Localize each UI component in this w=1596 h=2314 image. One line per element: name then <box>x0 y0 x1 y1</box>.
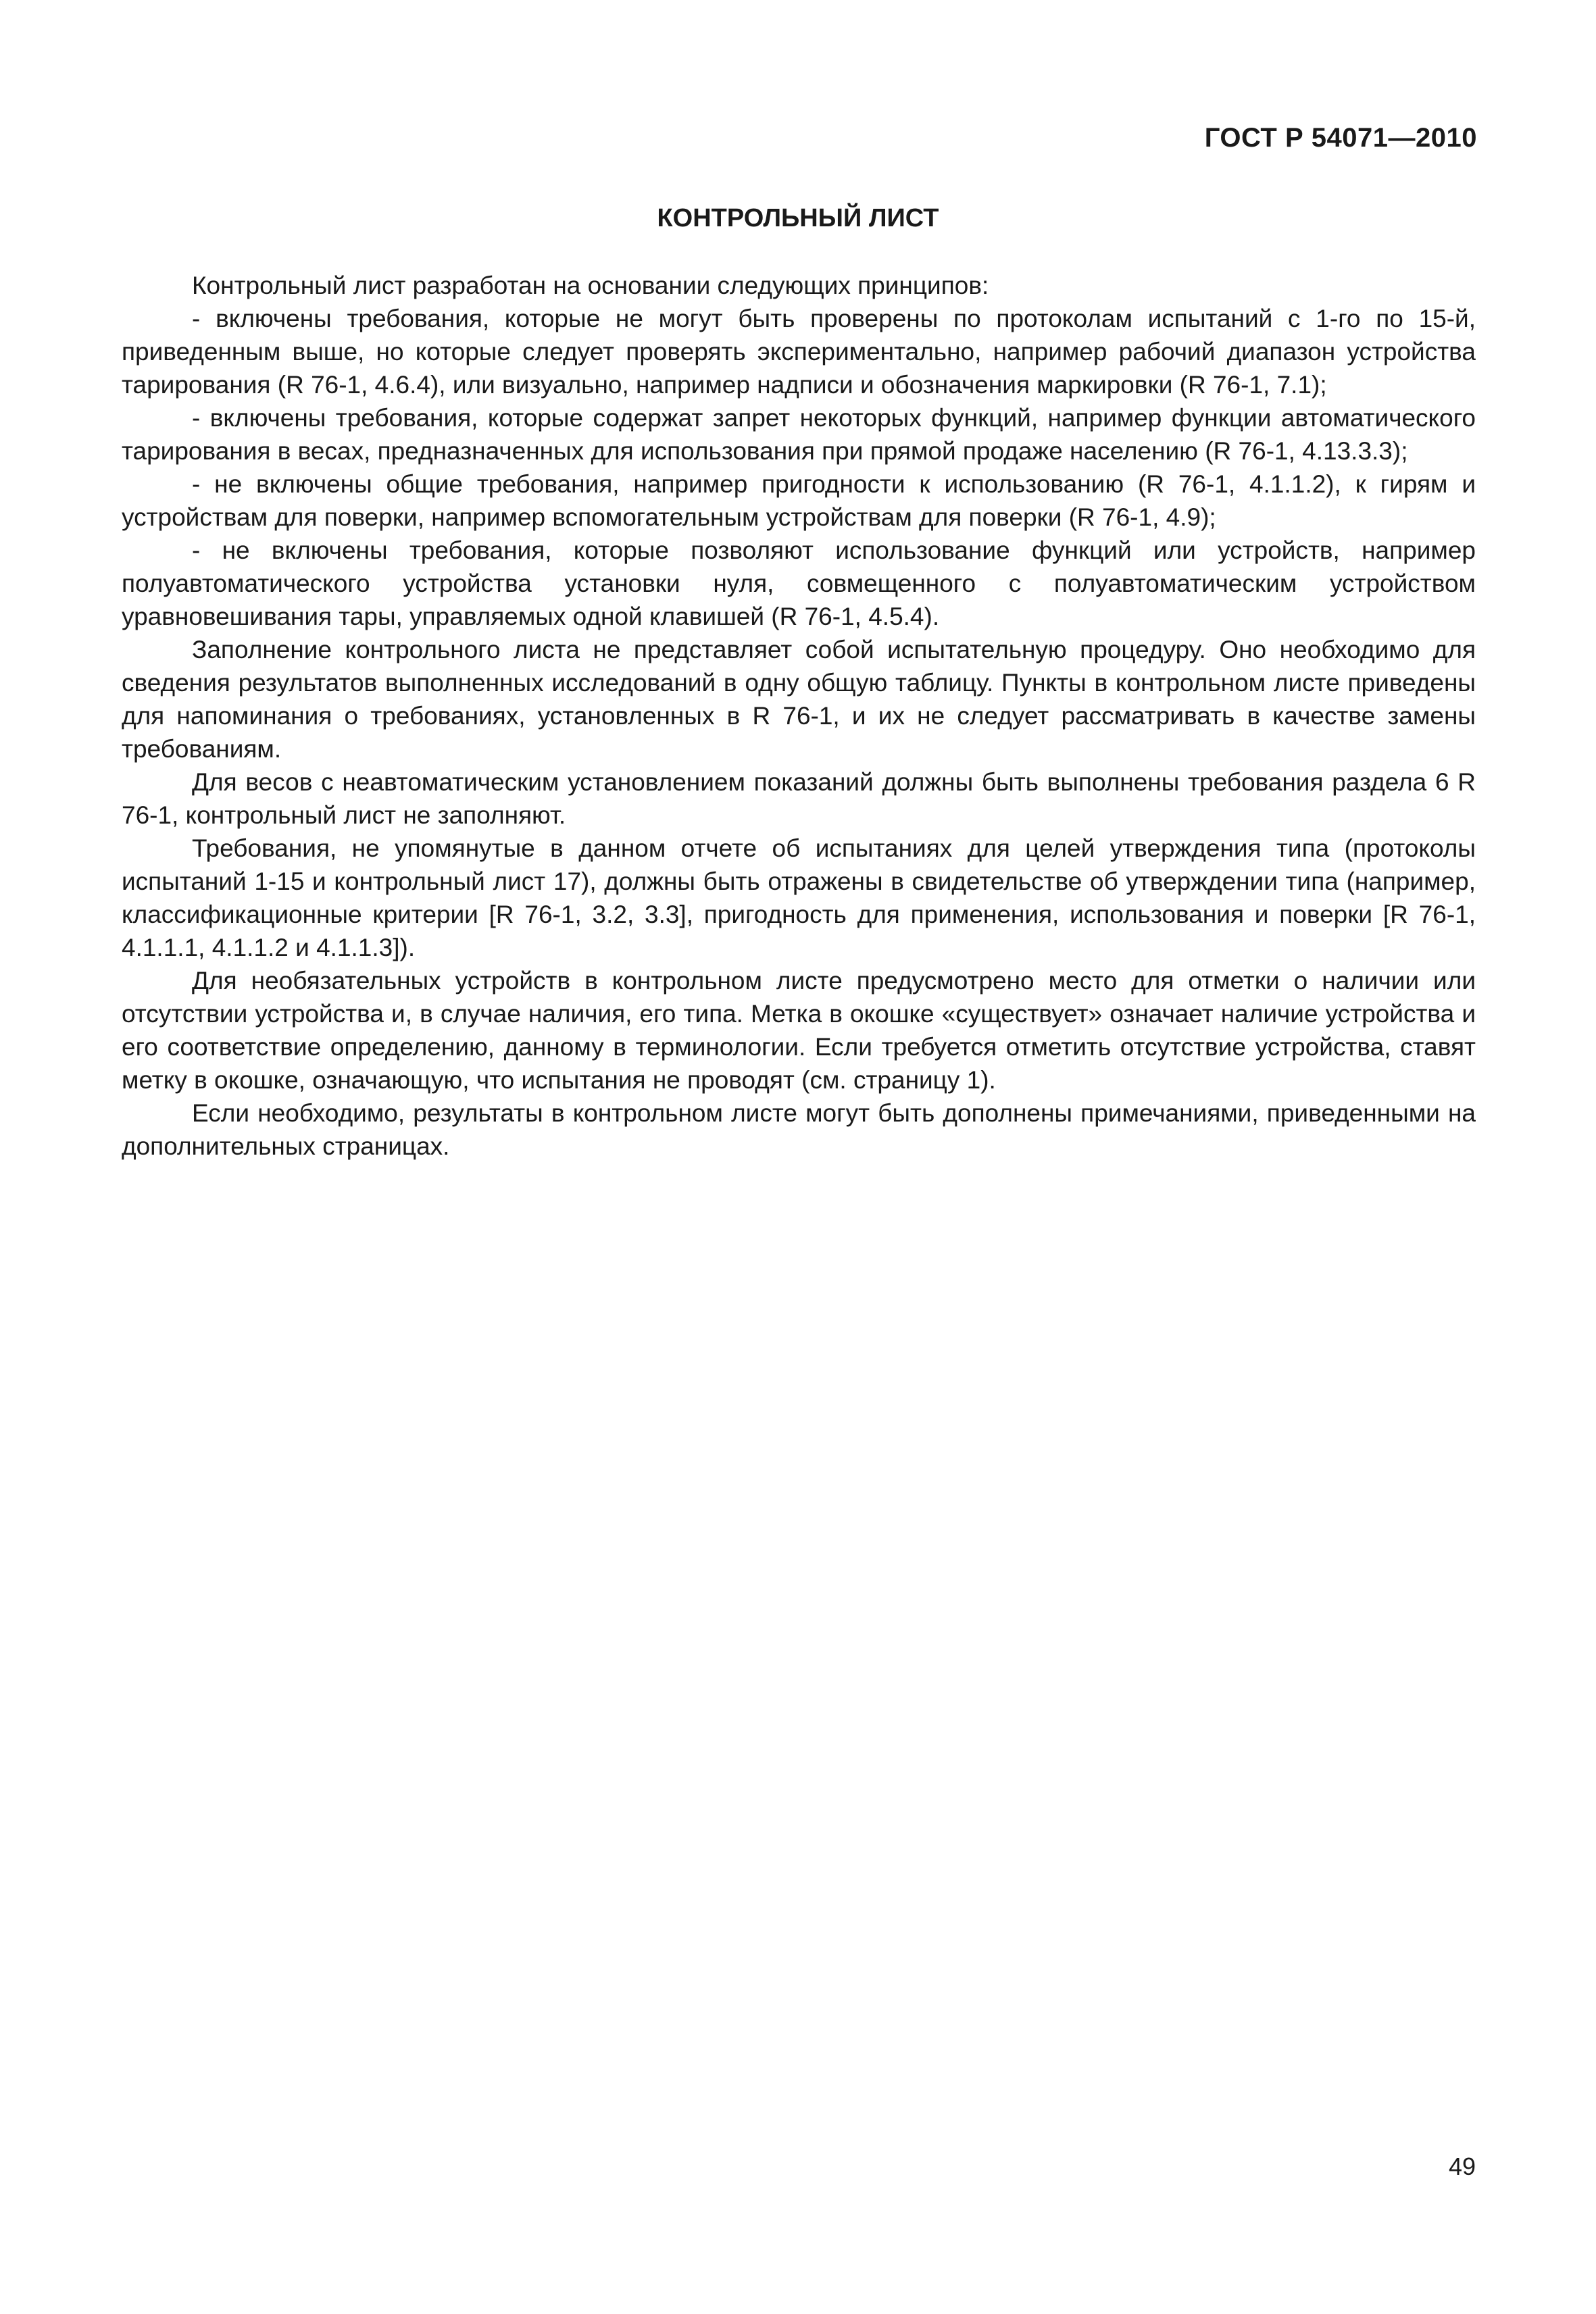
body-paragraph: Требования, не упомянутые в данном отчете об испытаниях для целей утверждения типа (протоколы испытаний 1-15 и контрольный лист 17), должны быть отражены в свидетельстве об утверждении типа (например, классификационные критерии [R 76-1, 3.2, 3.3], пригодность для применения, использования и поверки [R 76-1, 4.1.1.1, 4.1.1.2 и 4.1.1.3]). <box>122 834 1476 961</box>
body-paragraph: Для необязательных устройств в контрольном листе предусмотрено место для отметки о наличии или отсутствии устройства и, в случае наличия, его типа. Метка в окошке «существует» означает наличие устройства и его соответствие определению, данному в терминологии. Если требуется отметить отсутствие устройства, ставят метку в окошке, означающую, что испытания не проводят (см. страницу 1). <box>122 967 1476 1094</box>
principle-item-1: - включены требования, которые не могут быть проверены по протоколам испытаний с 1-го по 15-й, приведенным выше, но которые следует проверять экспериментально, например рабочий диапазон устройства тарирования (R 76-1, 4.6.4), или визуально, например надписи и обозначения маркировки (R 76-1, 7.1); <box>122 305 1476 399</box>
document-body <box>122 269 1476 1163</box>
page-number: 49 <box>1448 2153 1476 2180</box>
principle-item-3: - не включены общие требования, например пригодности к использованию (R 76-1, 4.1.1.2), к гирям и устройствам для поверки, например вспомогательным устройствам для поверки (R 76-1, 4.9); <box>122 470 1476 531</box>
principle-item-2: - включены требования, которые содержат запрет некоторых функций, например функции автоматического тарирования в весах, предназначенных для использования при прямой продаже населению (R 76-1, 4.13.3.3); <box>122 404 1476 465</box>
body-paragraph: Для весов с неавтоматическим установлением показаний должны быть выполнены требования раздела 6 R 76-1, контрольный лист не заполняют. <box>122 768 1476 829</box>
body-paragraph: Если необходимо, результаты в контрольном листе могут быть дополнены примечаниями, приведенными на дополнительных страницах. <box>122 1099 1476 1160</box>
intro-paragraph: Контрольный лист разработан на основании следующих принципов: <box>192 272 989 299</box>
section-title: КОНТРОЛЬНЫЙ ЛИСТ <box>657 204 939 232</box>
body-paragraph: Заполнение контрольного листа не представляет собой испытательную процедуру. Оно необходимо для сведения результатов выполненных исследований в одну общую таблицу. Пункты в контрольном листе приведены для напоминания о требованиях, установленных в R 76-1, и их не следует рассматривать в качестве замены требованиям. <box>122 636 1476 763</box>
principle-item-4: - не включены требования, которые позволяют использование функций или устройств, например полуавтоматического устройства установки нуля, совмещенного с полуавтоматическим устройством уравновешивания тары, управляемых одной клавишей (R 76-1, 4.5.4). <box>122 536 1476 630</box>
document-code: ГОСТ Р 54071—2010 <box>1204 123 1477 153</box>
